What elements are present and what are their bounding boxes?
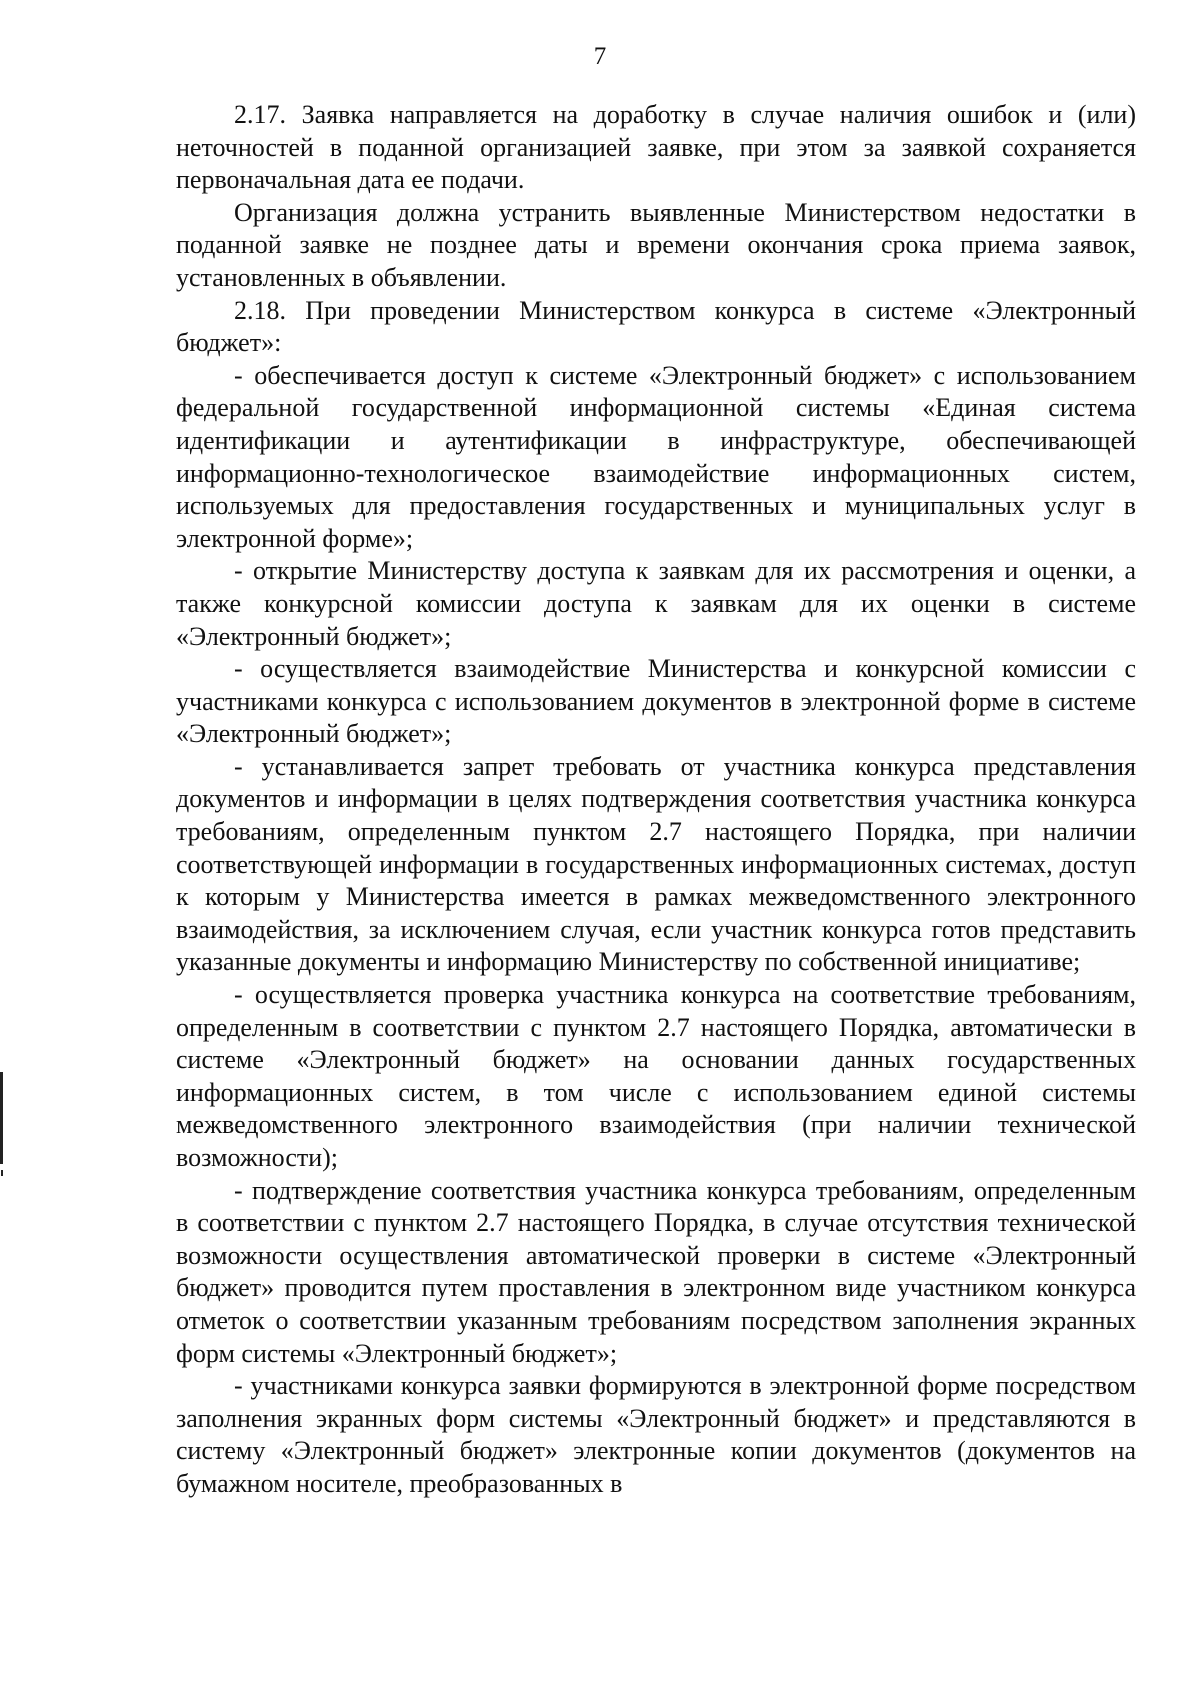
page-number: 7: [593, 43, 607, 70]
list-item-prohibition: - устанавливается запрет требовать от участника конкурса представления документов и информации в целях подтверждения соответствия участника конкурса требованиям, определенным пунктом 2.7 настоящего Порядка, при наличии соответствующей информации в государственных информационных системах, доступ к которым у Министерства имеется в рамках межведомственного электронного взаимодействия, за исключением случая, если участник конкурса готов представить указанные документы и информацию Министерству по собственной инициативе;: [176, 751, 1136, 977]
paragraph-2-17: 2.17. Заявка направляется на доработку в случае наличия ошибок и (или) неточностей в поданной организацией заявке, при этом за заявкой сохраняется первоначальная дата ее подачи.: [176, 100, 1136, 195]
margin-binding-mark-small: [1, 1170, 3, 1176]
list-item-interaction: - осуществляется взаимодействие Министерства и конкурсной комиссии с участниками конкурса с использованием документов в электронной форме в системе «Электронный бюджет»;: [176, 654, 1136, 749]
list-item-automatic-check: - осуществляется проверка участника конкурса на соответствие требованиям, определенным в соответствии с пунктом 2.7 настоящего Порядка, автоматически в системе «Электронный бюджет» на основании данных государственных информационных систем, в том числе с использованием единой системы межведомственного электронного взаимодействия (при наличии технической возможности);: [176, 980, 1136, 1172]
document-body: [176, 99, 1136, 1501]
paragraph-2-18: 2.18. При проведении Министерством конкурса в системе «Электронный бюджет»:: [176, 295, 1136, 358]
list-item-application-forming: - участниками конкурса заявки формируются в электронной форме посредством заполнения экранных форм системы «Электронный бюджет» и представляются в систему «Электронный бюджет» электронные копии документов (документов на бумажном носителе, преобразованных в: [176, 1371, 1136, 1498]
list-item-opening-access: - открытие Министерству доступа к заявкам для их рассмотрения и оценки, а также конкурсной комиссии доступа к заявкам для их оценки в системе «Электронный бюджет»;: [176, 556, 1136, 651]
margin-binding-mark: [0, 1072, 3, 1164]
list-item-access: - обеспечивается доступ к системе «Электронный бюджет» с использованием федеральной государственной информационной системы «Единая система идентификации и аутентификации в инфраструктуре, обеспечивающей информационно-технологическое взаимодействие информационных систем, используемых для предоставления государственных и муниципальных услуг в электронной форме»;: [176, 360, 1136, 553]
paragraph-corrections: Организация должна устранить выявленные Министерством недостатки в поданной заявке не позднее даты и времени окончания срока приема заявок, установленных в объявлении.: [176, 197, 1136, 292]
list-item-confirmation: - подтверждение соответствия участника конкурса требованиям, определенным в соответствии с пунктом 2.7 настоящего Порядка, в случае отсутствия технической возможности осуществления автоматической проверки в системе «Электронный бюджет» проводится путем проставления в электронном виде участником конкурса отметок о соответствии указанным требованиям посредством заполнения экранных форм системы «Электронный бюджет»;: [176, 1175, 1136, 1368]
